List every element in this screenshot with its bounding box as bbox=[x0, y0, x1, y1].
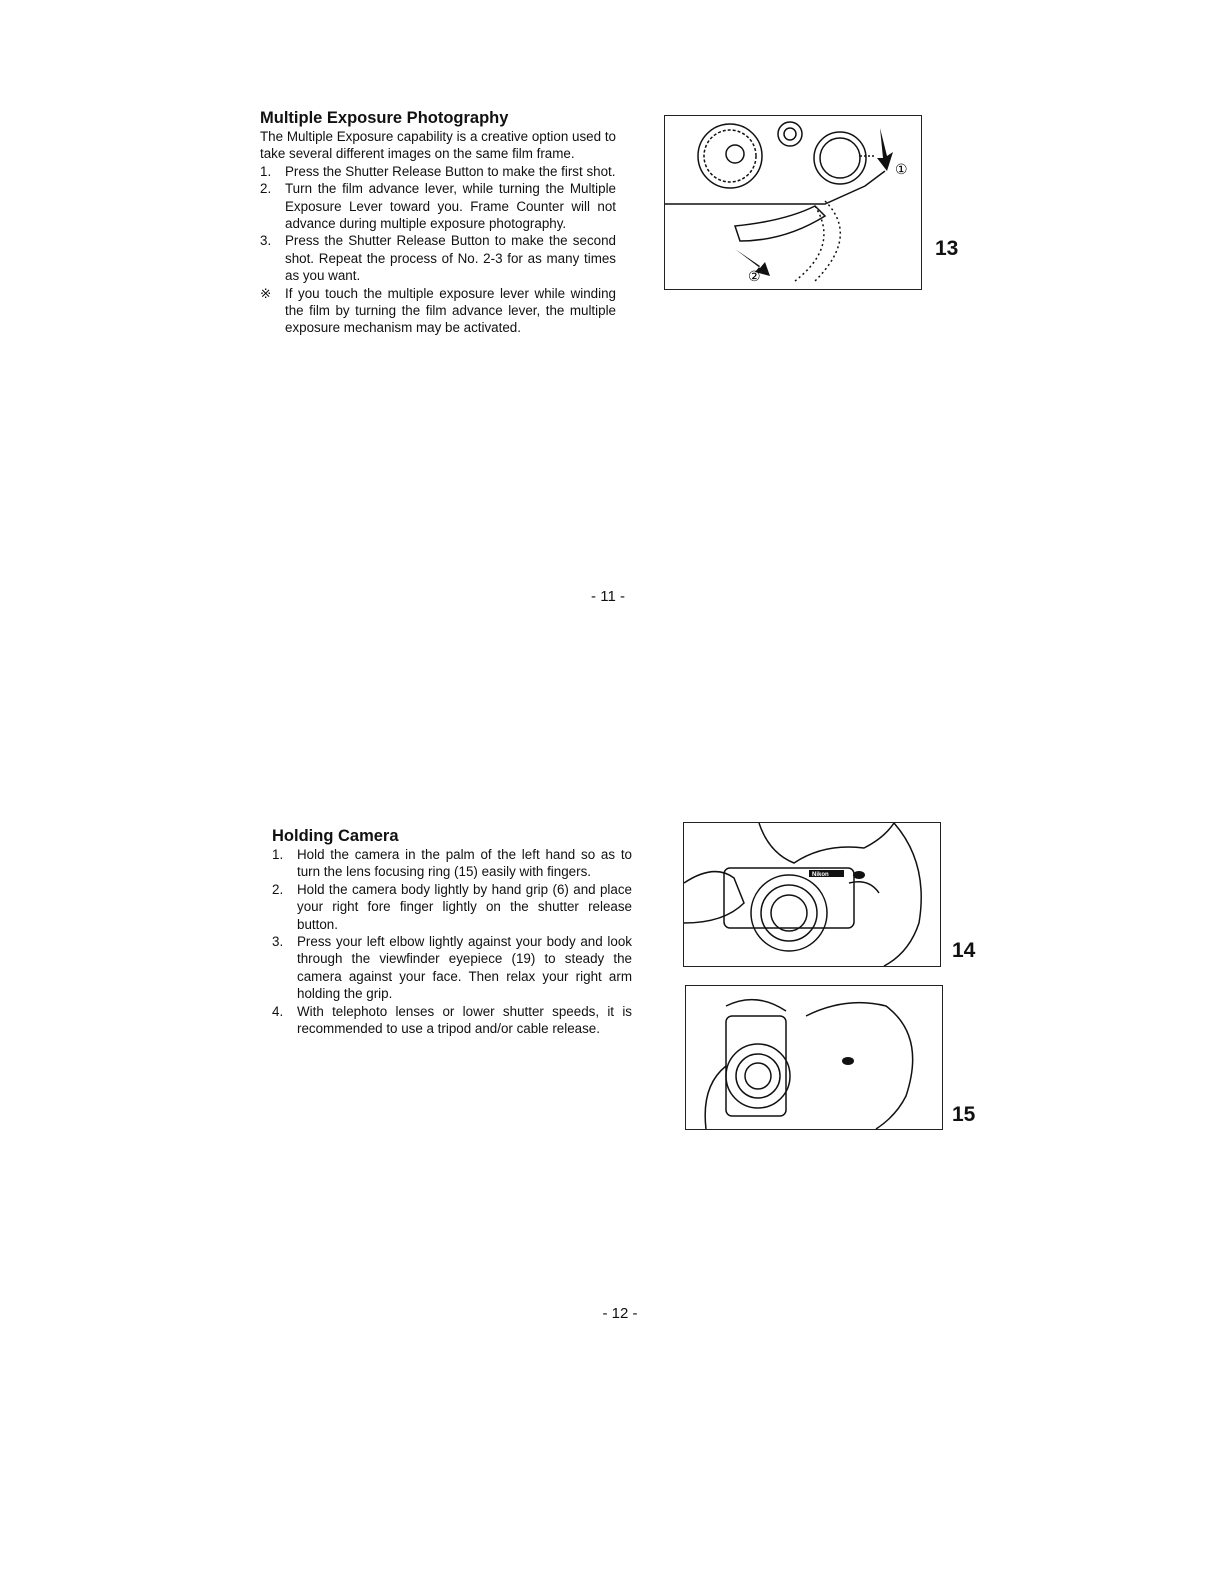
figure-13-multiple-exposure-lever bbox=[664, 115, 922, 290]
intro-paragraph: The Multiple Exposure capability is a creative option used to take several different images on the same film frame. bbox=[260, 129, 616, 162]
step-number: 2. bbox=[260, 181, 272, 197]
note-text: If you touch the multiple exposure lever while winding the film by turning the film advance lever, the multiple exposure mechanism may be activated. bbox=[285, 285, 616, 336]
step-number: 1. bbox=[272, 847, 284, 862]
step-number: 2. bbox=[272, 881, 284, 897]
step-number: 4. bbox=[272, 1003, 284, 1019]
camera-brand: Nikon bbox=[812, 872, 829, 878]
step-text: With telephoto lenses or lower shutter speeds, it is recommended to use a tripod and/or cable release. bbox=[297, 1003, 632, 1037]
multiple-exposure-section bbox=[260, 109, 616, 337]
figure-number-14: 14 bbox=[952, 939, 976, 962]
list-item bbox=[260, 232, 616, 284]
page-number-12: - 12 - bbox=[602, 1305, 638, 1322]
step-text: Press your left elbow lightly against your body and look through the viewfinder eyepiece (19) to steady the camera against your face. Then relax your right arm holding the grip. bbox=[297, 934, 632, 1002]
figure-number-13: 13 bbox=[935, 237, 959, 260]
list-item bbox=[272, 1003, 632, 1038]
figure-14-horizontal-hold bbox=[683, 822, 941, 967]
page-number-11: - 11 - bbox=[591, 588, 625, 605]
step-number: 3. bbox=[260, 233, 272, 249]
steps-list bbox=[272, 846, 632, 1037]
step-text: Press the Shutter Release Button to make the first shot. bbox=[285, 163, 616, 179]
list-item bbox=[272, 881, 632, 933]
holding-camera-section bbox=[272, 827, 632, 1037]
callout-1: ① bbox=[895, 161, 908, 177]
person-holding-camera-vertical bbox=[686, 986, 942, 1129]
step-number: 1. bbox=[260, 163, 272, 179]
step-text: Hold the camera in the palm of the left hand so as to turn the lens focusing ring (15) easily with fingers. bbox=[297, 847, 632, 880]
step-text: Press the Shutter Release Button to make the second shot. Repeat the process of No. 2-3 for as many times as you want. bbox=[285, 233, 616, 284]
section-heading: Multiple Exposure Photography bbox=[260, 109, 509, 127]
list-item bbox=[272, 846, 632, 881]
note-item bbox=[260, 285, 616, 337]
step-number: 3. bbox=[272, 934, 284, 950]
step-text: Turn the film advance lever, while turning the Multiple Exposure Lever toward you. Frame Counter will not advance during multiple exposure photography. bbox=[285, 181, 616, 232]
figure-15-vertical-hold bbox=[685, 985, 943, 1130]
steps-list bbox=[260, 163, 616, 337]
list-item bbox=[260, 163, 616, 180]
list-item bbox=[272, 933, 632, 1003]
person-holding-camera-horizontal bbox=[684, 823, 940, 966]
step-text: Hold the camera body lightly by hand grip (6) and place your right fore finger lightly on the shutter release button. bbox=[297, 881, 632, 932]
figure-number-15: 15 bbox=[952, 1103, 976, 1126]
section-heading: Holding Camera bbox=[272, 827, 399, 845]
callout-2: ② bbox=[748, 268, 761, 284]
list-item bbox=[260, 180, 616, 232]
camera-top-illustration bbox=[665, 116, 921, 289]
note-mark: ※ bbox=[260, 285, 272, 301]
